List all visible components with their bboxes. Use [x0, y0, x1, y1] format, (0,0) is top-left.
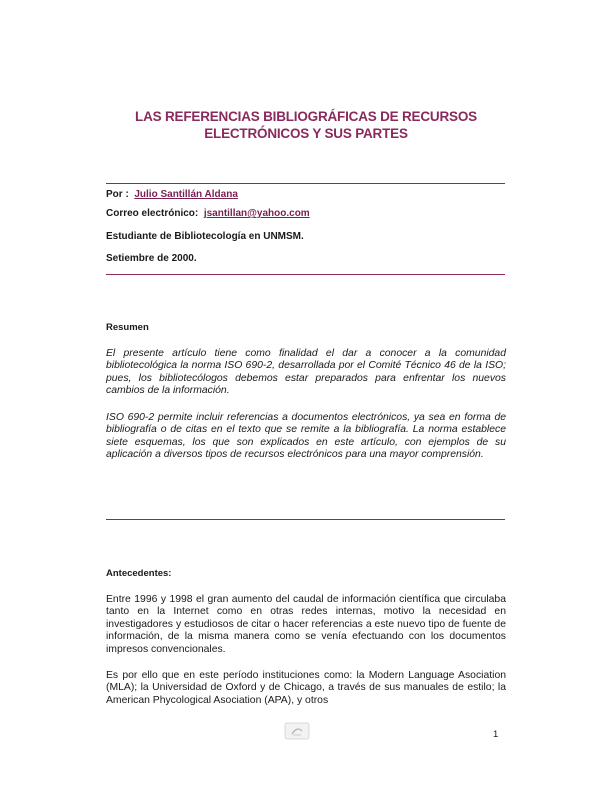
divider-middle [106, 274, 505, 275]
date: Setiembre de 2000. [106, 253, 197, 264]
title-line-1: LAS REFERENCIAS BIBLIOGRÁFICAS DE RECURSOS [135, 109, 477, 124]
email-label: Correo electrónico: [106, 208, 199, 219]
author-label: Por : [106, 189, 129, 200]
page-number: 1 [493, 729, 499, 740]
resumen-paragraph-1: El presente artículo tiene como finalidad el dar a conocer a la comunidad bibliotecológica la norma ISO 690-2, desarrollada por el Comité Técnico 46 de la ISO; pues, los bibliotecólogos debemos estar preparados para enfrentar los nuevos cambios de la información. [106, 348, 506, 397]
antecedentes-heading: Antecedentes: [106, 568, 172, 579]
antecedentes-paragraph-1: Entre 1996 y 1998 el gran aumento del caudal de información científica que circulaba tanto en la Internet como en otras redes internas, motivo la necesidad en investigadores y estudiosos de citar o hacer referencias a este nuevo tipo de fuente de información, de la misma manera como se venía efectuando con los documentos impresos convencionales. [106, 594, 506, 655]
email-link[interactable]: jsantillan@yahoo.com [203, 208, 310, 219]
author-line [106, 189, 238, 201]
divider-top [106, 183, 505, 184]
antecedentes-paragraph-2: Es por ello que en este período instituciones como: la Modern Language Asociation (MLA); la Universidad de Oxford y de Chicago, a través de sus manuales de estilo; la American Phycological Asociation (APA), y otros [106, 670, 506, 706]
document-title [90, 108, 522, 142]
page-logo-icon [284, 722, 310, 740]
author-link[interactable]: Julio Santillán Aldana [134, 189, 238, 200]
title-line-2: ELECTRÓNICOS Y SUS PARTES [204, 126, 408, 141]
affiliation: Estudiante de Bibliotecología en UNMSM. [106, 231, 304, 242]
divider-bottom [106, 519, 505, 520]
resumen-paragraph-2: ISO 690-2 permite incluir referencias a documentos electrónicos, ya sea en forma de bibliografía o de citas en el texto que se remite a la bibliografía. La norma establece siete esquemas, los que son explicados en este artículo, con ejemplos de su aplicación a diversos tipos de recursos electrónicos para una mayor comprensión. [106, 412, 506, 461]
resumen-heading: Resumen [106, 322, 149, 333]
email-line [106, 208, 310, 220]
